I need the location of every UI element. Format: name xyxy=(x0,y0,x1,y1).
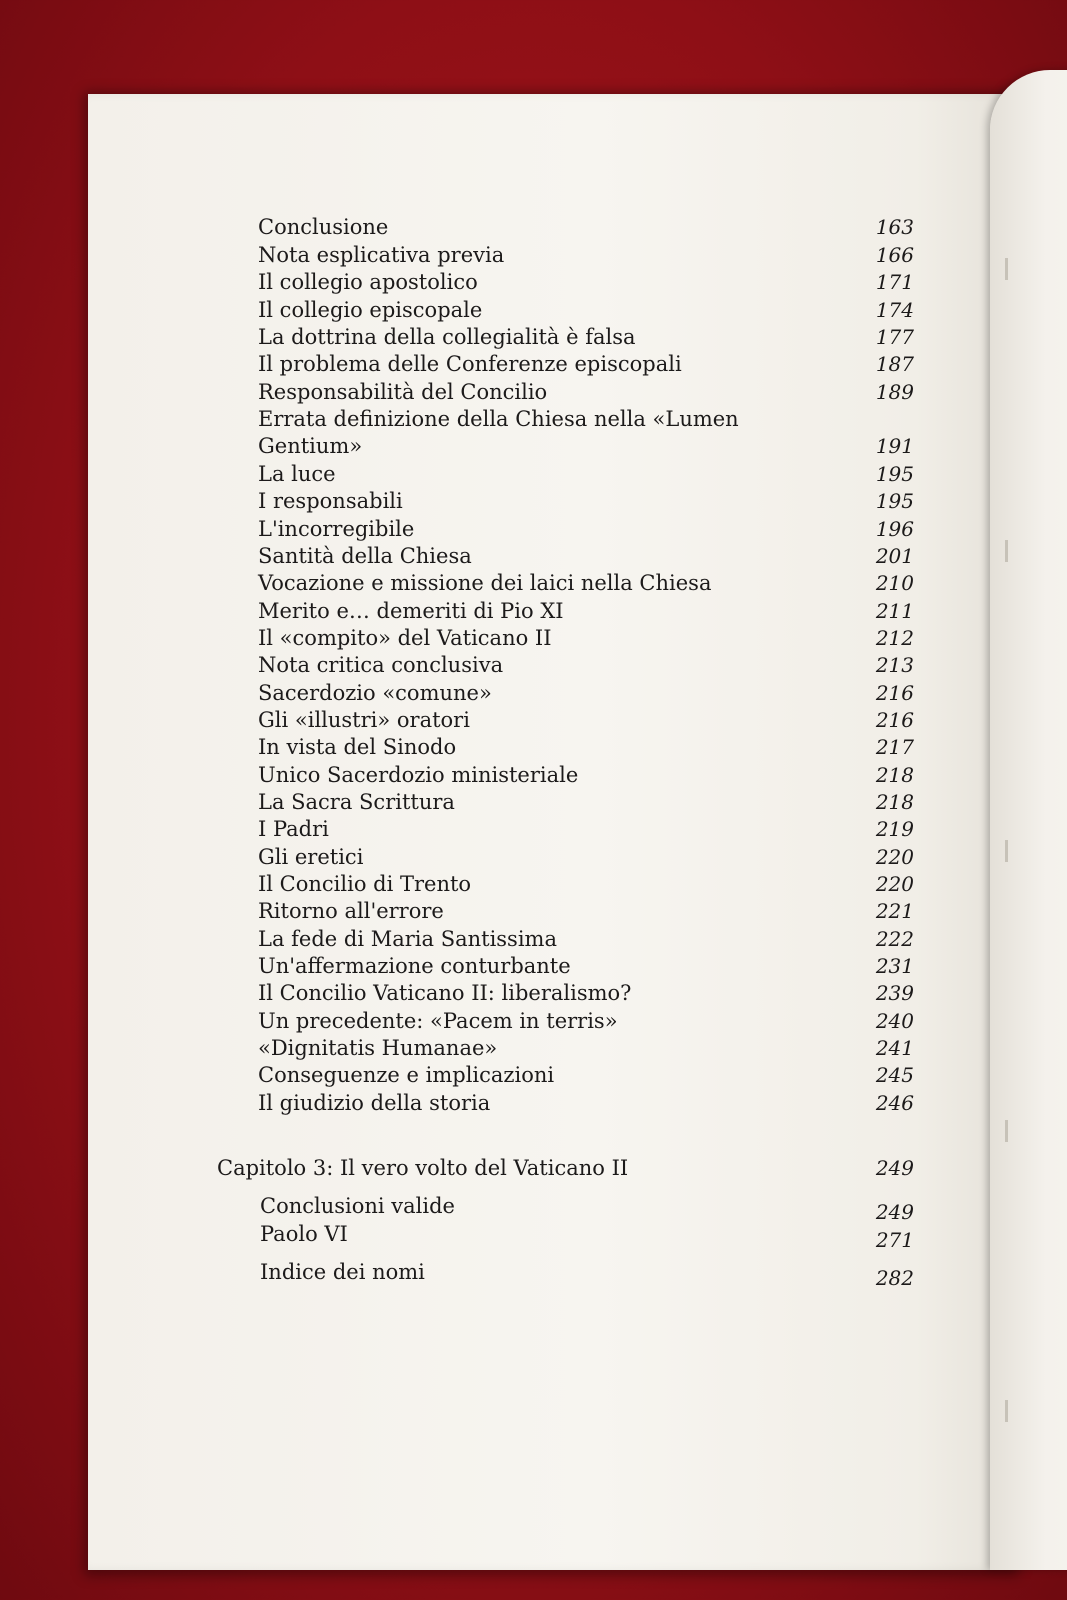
entry-title: Merito e… demeriti di Pio XI xyxy=(258,599,564,623)
entry-page-number: 171 xyxy=(875,270,914,294)
entry-page-number: 187 xyxy=(875,352,914,376)
entry-title: Il giudizio della storia xyxy=(258,1091,491,1115)
toc-entry xyxy=(0,460,1067,488)
entry-title: Il «compito» del Vaticano II xyxy=(258,626,552,650)
toc-entry xyxy=(0,268,1067,296)
entry-title: Unico Sacerdozio ministeriale xyxy=(258,763,579,787)
entry-page-number: 216 xyxy=(875,708,914,732)
toc-entry xyxy=(0,624,1067,652)
entry-page-number: 222 xyxy=(875,927,914,951)
toc-entry xyxy=(0,1007,1067,1035)
entry-title: In vista del Sinodo xyxy=(258,735,457,759)
entry-page-number: 166 xyxy=(875,243,914,267)
toc-entry xyxy=(0,706,1067,734)
entry-title: Gentium» xyxy=(258,434,363,458)
entry-page-number: 217 xyxy=(875,735,914,759)
entry-title: «Dignitatis Humanae» xyxy=(258,1036,498,1060)
entry-title: Sacerdozio «comune» xyxy=(258,681,492,705)
entry-page-number: 201 xyxy=(875,544,914,568)
entry-title: Gli eretici xyxy=(258,845,364,869)
toc-entry xyxy=(0,979,1067,1007)
index-title: Indice dei nomi xyxy=(260,1260,425,1284)
entry-page-number: 210 xyxy=(875,571,914,595)
toc-entry xyxy=(0,651,1067,679)
entry-title: Conseguenze e implicazioni xyxy=(258,1063,555,1087)
entry-page-number: 195 xyxy=(875,462,914,486)
toc-entry xyxy=(0,897,1067,925)
entry-page-number: 245 xyxy=(875,1063,914,1087)
entry-page-number: 220 xyxy=(875,845,914,869)
toc-chapter xyxy=(0,1154,1067,1182)
toc-entry xyxy=(0,487,1067,515)
entry-page-number: 239 xyxy=(875,981,914,1005)
toc-entry xyxy=(0,788,1067,816)
entry-page-number: 191 xyxy=(875,434,914,458)
entry-title: Conclusioni valide xyxy=(260,1194,455,1218)
toc-entry xyxy=(0,515,1067,543)
index-page-number: 282 xyxy=(875,1266,914,1290)
toc-entry xyxy=(0,1034,1067,1062)
entry-title: Il Concilio Vaticano II: liberalismo? xyxy=(258,981,632,1005)
entry-title: Gli «illustri» oratori xyxy=(258,708,470,732)
entry-page-number: 271 xyxy=(875,1228,914,1252)
entry-title: Paolo VI xyxy=(260,1222,348,1246)
entry-title: Un'affermazione conturbante xyxy=(258,954,571,978)
toc-entry xyxy=(0,843,1067,871)
entry-page-number: 216 xyxy=(875,681,914,705)
entry-title: Santità della Chiesa xyxy=(258,544,472,568)
entry-page-number: 221 xyxy=(875,899,914,923)
toc-entry xyxy=(0,597,1067,625)
entry-title: Un precedente: «Pacem in terris» xyxy=(258,1009,618,1033)
toc-entry xyxy=(0,542,1067,570)
entry-title: Il problema delle Conferenze episcopali xyxy=(258,352,682,376)
toc-entry xyxy=(0,350,1067,378)
toc-entry xyxy=(0,870,1067,898)
entry-title: La Sacra Scrittura xyxy=(258,790,455,814)
toc-entry xyxy=(0,323,1067,351)
toc-entry xyxy=(0,1089,1067,1117)
toc-entry xyxy=(0,213,1067,241)
toc-entry xyxy=(0,679,1067,707)
entry-page-number: 240 xyxy=(875,1009,914,1033)
entry-page-number: 218 xyxy=(875,763,914,787)
entry-title: Il Concilio di Trento xyxy=(258,872,472,896)
entry-title: La dottrina della collegialità è falsa xyxy=(258,325,636,349)
toc-entry xyxy=(0,952,1067,980)
entry-title: L'incorregibile xyxy=(258,517,415,541)
entry-page-number: 174 xyxy=(875,298,914,322)
toc-entry xyxy=(0,815,1067,843)
entry-page-number: 249 xyxy=(875,1200,914,1224)
chapter-title: Capitolo 3: Il vero volto del Vaticano II xyxy=(217,1156,629,1180)
entry-page-number: 196 xyxy=(875,517,914,541)
entry-title: I Padri xyxy=(258,817,329,841)
toc-entry xyxy=(0,761,1067,789)
entry-page-number: 177 xyxy=(875,325,914,349)
entry-title: Nota critica conclusiva xyxy=(258,653,504,677)
entry-page-number: 246 xyxy=(875,1091,914,1115)
entry-title: Il collegio apostolico xyxy=(258,270,478,294)
entry-title: Vocazione e missione dei laici nella Chiesa xyxy=(258,571,712,595)
toc-entry xyxy=(0,733,1067,761)
toc-entry xyxy=(0,432,1067,460)
toc-entry xyxy=(0,1220,1067,1252)
entry-page-number: 218 xyxy=(875,790,914,814)
chapter-page-number: 249 xyxy=(875,1156,914,1180)
entry-title: La fede di Maria Santissima xyxy=(258,927,557,951)
entry-title: I responsabili xyxy=(258,489,403,513)
entry-page-number: 211 xyxy=(875,599,914,623)
entry-title: La luce xyxy=(258,462,336,486)
entry-page-number: 219 xyxy=(875,817,914,841)
entry-page-number: 241 xyxy=(875,1036,914,1060)
toc-entry xyxy=(0,925,1067,953)
toc-entry xyxy=(0,405,1067,433)
toc-entry xyxy=(0,569,1067,597)
entry-page-number: 220 xyxy=(875,872,914,896)
toc-entry xyxy=(0,1192,1067,1224)
entry-title: Conclusione xyxy=(258,215,389,239)
toc-entry xyxy=(0,378,1067,406)
entry-title: Errata definizione della Chiesa nella «Lumen xyxy=(258,407,739,431)
entry-page-number: 212 xyxy=(875,626,914,650)
entry-title: Ritorno all'errore xyxy=(258,899,444,923)
toc-index xyxy=(0,1258,1067,1290)
entry-page-number: 213 xyxy=(875,653,914,677)
entry-title: Il collegio episcopale xyxy=(258,298,483,322)
entry-page-number: 163 xyxy=(875,215,914,239)
toc-entry xyxy=(0,241,1067,269)
entry-title: Responsabilità del Concilio xyxy=(258,380,548,404)
toc-entry xyxy=(0,296,1067,324)
toc-entry xyxy=(0,1061,1067,1089)
entry-page-number: 195 xyxy=(875,489,914,513)
entry-title: Nota esplicativa previa xyxy=(258,243,505,267)
entry-page-number: 231 xyxy=(875,954,914,978)
entry-page-number: 189 xyxy=(875,380,914,404)
